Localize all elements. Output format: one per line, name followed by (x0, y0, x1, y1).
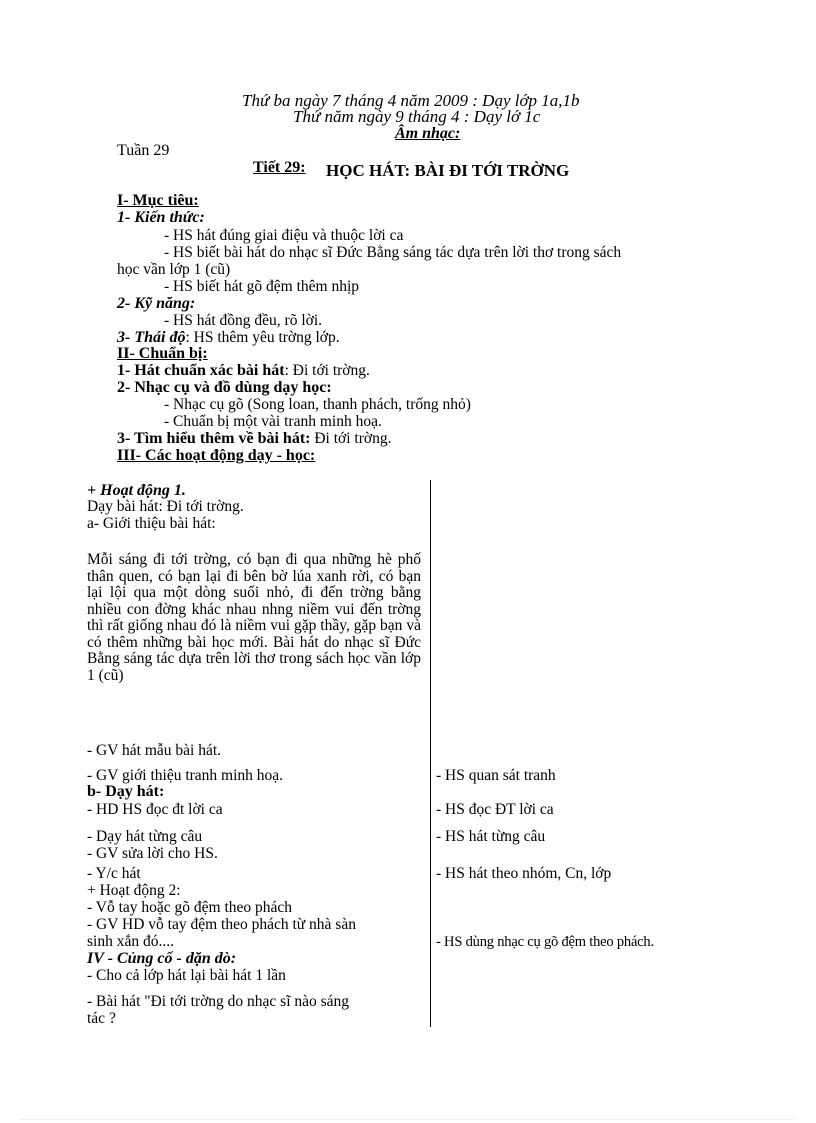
left-step: - GV sửa lời cho HS. (87, 845, 218, 862)
left-step: - GV giới thiệu tranh minh hoạ. (87, 767, 284, 784)
date-line-2: Thứ năm ngày 9 tháng 4 : Dạy lớ 1c (293, 107, 541, 126)
prep-item-3-text: Đi tới trờng. (310, 430, 392, 447)
date-line-1: Thứ ba ngày 7 tháng 4 năm 2009 : Dạy lớp 1a,1b (242, 91, 580, 110)
left-step-continued: tác ? (87, 1010, 116, 1027)
knowledge-item-continued: học vần lớp 1 (cũ) (117, 261, 231, 278)
left-step: - GV hát mẫu bài hát. (87, 742, 222, 759)
right-step: - HS hát từng câu (436, 828, 546, 845)
prep-item-1 (117, 363, 370, 379)
knowledge-item: - HS biết hát gõ đệm thêm nhịp (164, 278, 360, 295)
knowledge-item: - HS biết bài hát do nhạc sĩ Đức Bằng sáng tác dựa trên lời thơ trong sách (164, 244, 622, 261)
left-step: - Bài hát "Đi tới trờng do nhạc sĩ nào sáng (87, 993, 350, 1010)
attitude-line (117, 330, 340, 346)
lesson-title: HỌC HÁT: BÀI ĐI TỚI TRỜNG (326, 161, 570, 180)
skills-heading: 2- Kỹ năng: (117, 295, 196, 312)
section-objectives-heading: I- Mục tiêu: (117, 192, 199, 209)
right-step: - HS quan sát tranh (436, 767, 556, 784)
left-step-continued: sinh xắn đó.... (87, 933, 174, 950)
right-step: - HS đọc ĐT lời ca (436, 801, 554, 818)
left-step: - Dạy hát từng câu (87, 828, 203, 845)
teach-singing-heading: b- Dạy hát: (87, 783, 165, 800)
right-step: - HS hát theo nhóm, Cn, lớp (436, 865, 612, 882)
section-preparation-heading: II- Chuẩn bị: (117, 345, 208, 362)
week-label: Tuần 29 (117, 142, 170, 159)
review-heading: IV - Củng cố - dặn dò: (87, 950, 237, 967)
left-step: - GV HD vỗ tay đệm theo phách từ nhà sàn (87, 916, 356, 933)
prep-item-1-text: : Đi tới trờng. (284, 362, 370, 379)
teach-song-line: Dạy bài hát: Đi tới trờng. (87, 498, 244, 515)
right-step: - HS dùng nhạc cụ gõ đệm theo phách. (436, 934, 654, 950)
prep-item-3 (117, 431, 391, 447)
prep-subitem: - Nhạc cụ gõ (Song loan, thanh phách, trống nhỏ) (164, 396, 471, 413)
page-bottom-border (20, 1119, 796, 1120)
prep-item-2-label: 2- Nhạc cụ và đồ dùng dạy học: (117, 379, 332, 396)
song-intro-paragraph: Mỗi sáng đi tới trờng, có bạn đi qua những hè phố thân quen, có bạn lại đi bên bờ lúa xanh rời, có bạn lại lội qua một dòng suối nhỏ, đi đến trờng bằng nhiều con đờng khác nhau nhng niềm vui đến trờng thì rất giống nhau đó là niềm vui gặp thầy, gặp bạn và có thêm những bài học mới. Bài hát do nhạc sĩ Đức Bằng sáng tác dựa trên lời thơ trong sách học vần lớp 1 (cũ) (87, 551, 421, 684)
left-step: - HD HS đọc đt lời ca (87, 801, 223, 818)
activity-1-heading: + Hoạt động 1. (87, 482, 186, 499)
subject-title: Âm nhạc: (395, 125, 461, 142)
lesson-label: Tiết 29: (253, 159, 306, 176)
section-activities-heading: III- Các hoạt động dạy - học: (117, 447, 316, 464)
left-step: - Y/c hát (87, 865, 141, 882)
attitude-text: : HS thêm yêu trờng lớp. (185, 329, 340, 346)
left-step: - Vỗ tay hoặc gõ đệm theo phách (87, 899, 293, 916)
prep-item-1-label: 1- Hát chuẩn xác bài hát (117, 362, 285, 379)
prep-item-3-label: 3- Tìm hiểu thêm về bài hát: (117, 430, 311, 447)
knowledge-heading: 1- Kiến thức: (117, 209, 205, 226)
left-step: - Cho cả lớp hát lại bài hát 1 lần (87, 967, 286, 984)
skills-item: - HS hát đồng đều, rõ lời. (164, 312, 323, 329)
prep-subitem: - Chuẩn bị một vài tranh minh hoạ. (164, 413, 382, 430)
activity-2-heading: + Hoạt động 2: (87, 882, 181, 899)
attitude-label: 3- Thái độ (117, 329, 186, 346)
knowledge-item: - HS hát đúng giai điệu và thuộc lời ca (164, 227, 404, 244)
column-divider (430, 480, 431, 1027)
song-intro-heading: a- Giới thiệu bài hát: (87, 515, 216, 532)
